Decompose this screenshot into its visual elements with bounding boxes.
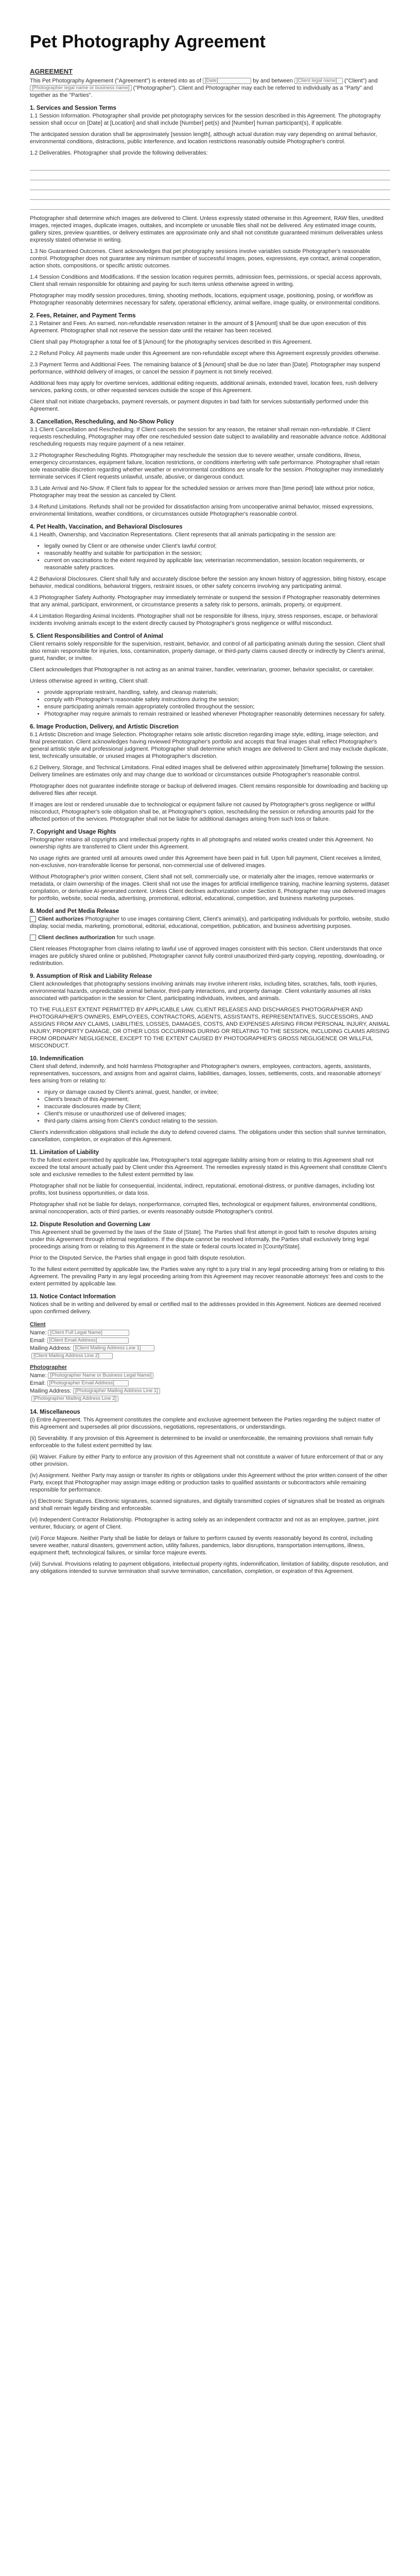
section-title: 6. Image Production, Delivery, and Artistic Discretion bbox=[30, 724, 179, 730]
photographer-block-label: Photographer bbox=[30, 1364, 67, 1370]
client-legal-name-field[interactable]: [Client legal name] bbox=[294, 78, 343, 84]
ruled-line[interactable] bbox=[30, 190, 390, 200]
section-title: 5. Client Responsibilities and Control of Animal bbox=[30, 633, 163, 639]
section-paragraph: Client shall defend, indemnify, and hold harmless Photographer and Photographer's owners, employees, contractors, agents, assistants, representatives, successors, and assigns from and against claims, liabilities, damages, losses, settlements, costs, and reasonable attorneys' fees arising from or relating to: bbox=[30, 1063, 382, 1084]
list-item: • Client's misuse or unauthorized use of delivered images; bbox=[44, 1110, 390, 1117]
misc-paragraph: (vii) Force Majeure. Neither Party shall be liable for delays or failure to perform caused by events reasonably beyond its control, including severe weather, natural disasters, government action, utility failures, pandemics, labor disruptions, transportation interruptions, illness, equipment theft, technological failures, or similar force majeure events. bbox=[30, 1535, 373, 1556]
section-paragraph: If images are lost or rendered unusable due to technological or equipment failure not caused by Photographer's gross negligence or willful misconduct, Photographer's sole obligation shall be, at Photographer's option, rescheduling the session or refunding amounts paid for the affected portion of the services. Photographer shall not be liable for additional damages arising from such loss or failure. bbox=[30, 802, 375, 822]
section-paragraph: 2.1 Retainer and Fees. An earned, non-refundable reservation retainer in the amount of $ [Amount] shall be due upon execution of this Agreement. Photographer shall not reserve the session date until the retainer has been received. bbox=[30, 320, 366, 334]
section-paragraph: Client's indemnification obligations shall include the duty to defend covered claims. The obligations under this section shall survive termination, cancellation, completion, or expiration of this Agreement. bbox=[30, 1129, 387, 1143]
section-title: 3. Cancellation, Rescheduling, and No-Show Policy bbox=[30, 419, 174, 425]
misc-paragraph: (iv) Assignment. Neither Party may assign or transfer its rights or obligations under this Agreement without the prior written consent of the other Party, except that Photographer may assign image editing or production tasks to qualified assistants or subcontractors while remaining responsible for performance. bbox=[30, 1472, 388, 1493]
section-paragraph: 3.1 Client Cancellation and Rescheduling. If Client cancels the session for any reason, the retainer shall remain non-refundable. If Client requests rescheduling, Photographer may offer one rescheduled session date subject to availability and reasonable advance notice. Additional rescheduling requests may require payment of a new retainer. bbox=[30, 427, 387, 447]
section-list bbox=[30, 1089, 390, 1125]
authorize-label: Client authorizes bbox=[38, 916, 84, 922]
ruled-line[interactable] bbox=[30, 171, 390, 180]
section-paragraph: 2.3 Payment Terms and Additional Fees. The remaining balance of $ [Amount] shall be due no later than [Date]. Photographer may suspend performance, withhold delivery of images, or cancel the session if payment is not timely received. bbox=[30, 362, 380, 375]
section-title: 7. Copyright and Usage Rights bbox=[30, 829, 116, 835]
date-field[interactable]: [Date] bbox=[203, 78, 251, 84]
section-paragraph: Client remains solely responsible for the supervision, restraint, behavior, and control of all participating animals during the session. Client shall also remain responsible for injuries, loss, contamination, property damage, or third-party claims caused directly or indirectly by Client's animal, guest, handler, or invitee. bbox=[30, 641, 385, 662]
section-title: 2. Fees, Retainer, and Payment Terms bbox=[30, 313, 136, 319]
list-item: • current on vaccinations to the extent required by applicable law, veterinarian recommendation, session location requirements, or reasonable safety practices. bbox=[44, 557, 390, 571]
client-address-line2-field[interactable]: [Client Mailing Address Line 2] bbox=[31, 1353, 113, 1359]
photographer-contact-block: Photographer Name: [Photographer Name or Business Legal Name] Email: [Photographer Email Address] Mailing Address: [Photographer Mailing Address Line 1] [Photographer Mailing Address Line 2] bbox=[30, 1364, 390, 1403]
section-paragraph: 1.1 Session Information. Photographer shall provide pet photography services for the session described in this Agreement. The photography session shall occur on [Date] at [Location] and shall include [Number] pet(s) and [Number] human participant(s), if applicable. bbox=[30, 113, 381, 126]
section-paragraph: Notices shall be in writing and delivered by email or certified mail to the addresses provided in this Agreement. Notices are deemed received upon confirmed delivery. bbox=[30, 1301, 381, 1315]
section-paragraph: Photographer retains all copyrights and intellectual property rights in all photographs and related works created under this Agreement. No ownership rights are transferred to Client under this Agreement. bbox=[30, 837, 374, 850]
section-paragraph: 1.4 Session Conditions and Modifications. If the session location requires permits, admission fees, permissions, or special access approvals, Client shall remain responsible for obtaining and paying for such items unless otherwise agreed in writing. bbox=[30, 274, 382, 287]
section-paragraph: 6.2 Delivery, Storage, and Technical Limitations. Final edited images shall be delivered within approximately [timeframe] following the session. Delivery timelines are estimates only and may change due to workload or circumstances outside Photographer's reasonable control. bbox=[30, 765, 385, 778]
client-block-label: Client bbox=[30, 1321, 46, 1328]
media-release-option-authorize: Client authorizes Photographer to use images containing Client, Client's animal(s), and participating individuals for portfolio, website, studio display, social media, marketing, promotional, editorial, educational, competition, publication, and business advertising purposes. bbox=[30, 916, 390, 929]
list-item: • third-party claims arising from Client's conduct relating to the session. bbox=[44, 1117, 390, 1125]
misc-title: 14. Miscellaneous bbox=[30, 1409, 80, 1415]
section-title: 10. Indemnification bbox=[30, 1056, 84, 1062]
client-name-field[interactable]: [Client Full Legal Name] bbox=[48, 1330, 129, 1336]
section-paragraph: Unless otherwise agreed in writing, Client shall: bbox=[30, 678, 149, 684]
section-paragraph: Client acknowledges that Photographer is not acting as an animal trainer, handler, veterinarian, groomer, behavior specialist, or caretaker. bbox=[30, 667, 374, 673]
decline-label: Client declines authorization bbox=[38, 935, 115, 941]
section-paragraph: 6.1 Artistic Discretion and Image Selection. Photographer retains sole artistic discretion regarding image style, editing, image selection, and final presentation. Client acknowledges having reviewed Photographer's portfolio and accepts that final images shall reflect Photographer's general artistic style and professional judgment. Photographer shall determine which images are delivered to Client and may exclude duplicate, test, technically unsuitable, or unused images at Photographer's discretion. bbox=[30, 732, 388, 759]
section-list bbox=[30, 689, 390, 718]
list-item: • comply with Photographer's reasonable safety instructions during the session; bbox=[44, 696, 390, 703]
misc-paragraph: (iii) Waiver. Failure by either Party to enforce any provision of this Agreement shall not constitute a waiver of future enforcement of that or any other provision. bbox=[30, 1454, 383, 1467]
section-paragraph: Client releases Photographer from claims relating to lawful use of approved images consistent with this section. Client understands that once images are publicly shared online or published, Photographer cannot fully control unauthorized third-party copying, reposting, downloading, or redistribution. bbox=[30, 946, 385, 967]
section-paragraph: Additional fees may apply for overtime services, additional editing requests, additional animals, extended travel, location fees, rush delivery services, parking costs, or other requested services outside the scope of this Agreement. bbox=[30, 380, 378, 394]
list-item: • Photographer may require animals to remain restrained or leashed whenever Photographer reasonably determines necessary for safety. bbox=[44, 710, 390, 718]
photographer-name-field[interactable]: [Photographer Name or Business Legal Name] bbox=[48, 1372, 153, 1379]
list-item: • injury or damage caused by Client's animal, guest, handler, or invitee; bbox=[44, 1089, 390, 1096]
section-paragraph: Photographer shall not be liable for delays, nonperformance, corrupted files, technological or equipment failures, environmental conditions, animal noncooperation, acts of third parties, or events reasonably outside Photographer's control. bbox=[30, 1201, 377, 1215]
section-title: 12. Dispute Resolution and Governing Law bbox=[30, 1222, 150, 1228]
media-release-option-decline: Client declines authorization for such usage. bbox=[30, 934, 390, 941]
ruled-line[interactable] bbox=[30, 180, 390, 190]
section-paragraph: Prior to the Disputed Service, the Parties shall engage in good faith dispute resolution. bbox=[30, 1255, 246, 1261]
list-item: • reasonably healthy and suitable for participation in the session; bbox=[44, 550, 390, 557]
list-item: • Client's breach of this Agreement; bbox=[44, 1096, 390, 1103]
section-paragraph: Photographer does not guarantee indefinite storage or backup of delivered images. Client remains responsible for downloading and backing up delivered files after receipt. bbox=[30, 783, 388, 796]
section-paragraph: Client shall pay Photographer a total fee of $ [Amount] for the photography services described in this Agreement. bbox=[30, 339, 312, 345]
photographer-email-field[interactable]: [Photographer Email Address] bbox=[47, 1380, 129, 1386]
sections-container bbox=[30, 105, 390, 1315]
section-paragraph: 4.1 Health, Ownership, and Vaccination Representations. Client represents that all animals participating in the session are: bbox=[30, 532, 337, 538]
decline-checkbox[interactable] bbox=[30, 935, 36, 941]
misc-paragraph: (v) Electronic Signatures. Electronic signatures, scanned signatures, and digitally transmitted copies of signatures shall be treated as originals and shall remain legally binding and enforceable. bbox=[30, 1498, 385, 1512]
client-email-field[interactable]: [Client Email Address] bbox=[47, 1337, 129, 1344]
section-paragraph: Client acknowledges that photography sessions involving animals may involve inherent risks, including bites, scratches, falls, tooth injuries, environmental hazards, unpredictable animal behavior, third-party interactions, and property damage. Client voluntarily assumes all risks associated with participation in the session for Client, participating individuals, invitees, and animals. bbox=[30, 981, 378, 1002]
section-paragraph: Photographer shall not be liable for consequential, incidental, indirect, reputational, emotional-distress, or punitive damages, including lost profits, lost business opportunities, or data loss. bbox=[30, 1183, 375, 1196]
agreement-label: AGREEMENT bbox=[30, 67, 73, 75]
section-paragraph: 1.2 Deliverables. Photographer shall provide the following deliverables: bbox=[30, 150, 208, 156]
list-item: • inaccurate disclosures made by Client; bbox=[44, 1103, 390, 1110]
misc-paragraph: (viii) Survival. Provisions relating to payment obligations, intellectual property rights, indemnification, limitation of liability, dispute resolution, and any obligations intended to survive termination shall survive termination, cancellation, completion, or expiration of this Agreement. bbox=[30, 1561, 389, 1574]
section-paragraph: Photographer may modify session procedures, timing, shooting methods, locations, equipment usage, positioning, posing, or workflow as Photographer reasonably determines necessary for safety, operational efficiency, animal welfare, image quality, or environmental conditions. bbox=[30, 293, 380, 306]
section-title: 4. Pet Health, Vaccination, and Behavioral Disclosures bbox=[30, 524, 183, 530]
section-title: 8. Model and Pet Media Release bbox=[30, 908, 119, 914]
list-item: • legally owned by Client or are otherwise under Client's lawful control; bbox=[44, 543, 390, 550]
intro-paragraph: This Pet Photography Agreement ("Agreement") is entered into as of [Date] by and between [Client legal name] ("Client") and [Photographer legal name or business name] ("Photographer"). Client and Photographer may each be referred to individually as a "Party" and together as the "Parties". bbox=[30, 78, 378, 98]
section-list bbox=[30, 543, 390, 571]
section-paragraph: 4.3 Photographer Safety Authority. Photographer may immediately terminate or suspend the session if Photographer reasonably determines that any animal, participant, environment, or circumstance presents a safety risk to persons, animals, property, or equipment. bbox=[30, 595, 380, 608]
photographer-address-line2-field[interactable]: [Photographer Mailing Address Line 2] bbox=[31, 1396, 118, 1402]
section-title: 1. Services and Session Terms bbox=[30, 105, 116, 111]
client-address-line1-field[interactable]: [Client Mailing Address Line 1] bbox=[73, 1345, 154, 1351]
section-paragraph: 2.2 Refund Policy. All payments made under this Agreement are non-refundable except where this Agreement expressly provides otherwise. bbox=[30, 350, 380, 357]
section-paragraph: 3.3 Late Arrival and No-Show. If Client fails to appear for the scheduled session or arrives more than [time period] late without prior notice, Photographer may treat the session as canceled by Client. bbox=[30, 485, 375, 499]
section-title: 11. Limitation of Liability bbox=[30, 1149, 99, 1156]
photographer-address-line1-field[interactable]: [Photographer Mailing Address Line 1] bbox=[73, 1388, 160, 1394]
ruled-line[interactable] bbox=[30, 200, 390, 210]
section-paragraph: Client shall not initiate chargebacks, payment reversals, or payment disputes in bad faith for services substantially performed under this Agreement. bbox=[30, 399, 369, 412]
misc-paragraph: (ii) Severability. If any provision of this Agreement is determined to be invalid or unenforceable, the remaining provisions shall remain fully enforceable to the fullest extent permitted by law. bbox=[30, 1435, 373, 1449]
list-item: • ensure participating animals remain appropriately controlled throughout the session; bbox=[44, 703, 390, 710]
section-paragraph: To the fullest extent permitted by applicable law, the Parties waive any right to a jury trial in any legal proceeding arising from or relating to this Agreement. The prevailing Party in any legal proceeding arising from this Agreement may recover reasonable attorneys' fees and costs to the extent permitted by applicable law. bbox=[30, 1266, 385, 1287]
section-paragraph: TO THE FULLEST EXTENT PERMITTED BY APPLICABLE LAW, CLIENT RELEASES AND DISCHARGES PHOTOGRAPHER AND PHOTOGRAPHER'S OWNERS, EMPLOYEES, CONTRACTORS, AGENTS, ASSISTANTS, REPRESENTATIVES, SUCCESSORS, AND ASSIGNS FROM ANY CLAIMS, LIABILITIES, LOSSES, DAMAGES, COSTS, AND EXPENSES ARISING FROM PERSONAL INJURY, ANIMAL INJURY, PROPERTY DAMAGE, OR OTHER LOSS OCCURRING DURING OR RELATING TO THE SESSION, INCLUDING CLAIMS ARISING FROM ORDINARY NEGLIGENCE, EXCEPT TO THE EXTENT CAUSED BY PHOTOGRAPHER'S GROSS NEGLIGENCE OR WILLFUL MISCONDUCT. bbox=[30, 1007, 390, 1049]
section-paragraph: To the fullest extent permitted by applicable law, Photographer's total aggregate liability arising from or relating to this Agreement shall not exceed the total amount actually paid by Client under this Agreement. The remedies expressly stated in this Agreement shall constitute Client's sole and exclusive remedies to the fullest extent permitted by law. bbox=[30, 1157, 387, 1178]
authorize-checkbox[interactable] bbox=[30, 916, 36, 922]
section-paragraph: Without Photographer's prior written consent, Client shall not sell, commercially use, or materially alter the images, remove watermarks or metadata, or claim ownership of the images. Client shall not use the images for artificial intelligence training, machine learning systems, dataset compilation, or derivative AI-generated content. Unless Client declines authorization under Section 8, Photographer may use delivered images for portfolio, website, social media, advertising, promotional, editorial, educational, competition, and business marketing purposes. bbox=[30, 874, 389, 902]
deliverables-lines[interactable] bbox=[30, 161, 390, 210]
section-paragraph: 4.4 Limitation Regarding Animal Incidents. Photographer shall not be responsible for illness, injury, stress responses, escape, or behavioral incidents involving animals except to the extent directly caused by Photographer's gross negligence or willful misconduct. bbox=[30, 613, 378, 626]
section-title: 9. Assumption of Risk and Liability Release bbox=[30, 973, 152, 979]
section-paragraph: Photographer shall determine which images are delivered to Client. Unless expressly stated otherwise in this Agreement, RAW files, unedited images, rejected images, duplicate images, outtakes, and incomplete or unusable files shall not be delivered. Any estimated image counts, gallery sizes, preview quantities, or delivery estimates are approximate only and shall not constitute guaranteed minimum deliverables unless expressly stated otherwise in writing. bbox=[30, 215, 383, 243]
section-paragraph: 3.4 Refund Limitations. Refunds shall not be provided for dissatisfaction arising from uncooperative animal behavior, missed expressions, environmental limitations, weather conditions, or circumstances outside Photographer's reasonable control. bbox=[30, 504, 374, 517]
section-title: 13. Notice Contact Information bbox=[30, 1294, 116, 1300]
list-item: • provide appropriate restraint, handling, safety, and cleanup materials; bbox=[44, 689, 390, 696]
section-paragraph: 1.3 No Guaranteed Outcomes. Client acknowledges that pet photography sessions involve variables outside Photographer's reasonable control. Photographer does not guarantee any minimum number of successful images, poses, expressions, eye contact, animal cooperation, action shots, compositions, or specific artistic outcomes. bbox=[30, 248, 381, 269]
misc-paragraph: (i) Entire Agreement. This Agreement constitutes the complete and exclusive agreement between the Parties regarding the subject matter of this Agreement and supersedes all prior discussions, negotiations, representations, or understandings. bbox=[30, 1417, 380, 1430]
section-paragraph: 4.2 Behavioral Disclosures. Client shall fully and accurately disclose before the session any known history of aggression, biting history, escape behavior, medical conditions, behavioral triggers, restraint issues, or other safety concerns involving any participating animal. bbox=[30, 576, 386, 589]
client-contact-block: Client Name: [Client Full Legal Name] Email: [Client Email Address] Mailing Address: [Client Mailing Address Line 1] [Client Mailing Address Line 2] bbox=[30, 1321, 390, 1360]
section-paragraph: No usage rights are granted until all amounts owed under this Agreement have been paid in full. Upon full payment, Client receives a limited, non-exclusive, non-transferable license for personal, non-commercial use of delivered images. bbox=[30, 855, 381, 869]
photographer-legal-name-field[interactable]: [Photographer legal name or business name] bbox=[30, 85, 132, 91]
ruled-line[interactable] bbox=[30, 161, 390, 171]
section-paragraph: 3.2 Photographer Rescheduling Rights. Photographer may reschedule the session due to severe weather, unsafe conditions, illness, emergency circumstances, equipment failure, location restrictions, or conditions interfering with safe performance. Photographer shall retain sole reasonable discretion regarding whether weather or environmental conditions are unsafe for the session. Photographer may immediately terminate services if Client requests unlawful, unsafe, abusive, or dangerous conduct. bbox=[30, 452, 384, 480]
misc-paragraph: (vi) Independent Contractor Relationship. Photographer is acting solely as an independent contractor and not as an employee, partner, joint venturer, fiduciary, or agent of Client. bbox=[30, 1517, 379, 1530]
misc-container bbox=[30, 1416, 390, 1575]
document-title: Pet Photography Agreement bbox=[30, 32, 266, 52]
section-paragraph: The anticipated session duration shall be approximately [session length], although actual duration may vary depending on animal behavior, environmental conditions, distractions, public interference, and location restrictions reasonably outside Photographer's control. bbox=[30, 131, 377, 145]
section-paragraph: This Agreement shall be governed by the laws of the State of [State]. The Parties shall first attempt in good faith to resolve disputes arising under this Agreement through informal negotiations. If the dispute cannot be resolved informally, the Parties shall exclusively bring legal proceedings arising from or relating to this Agreement in the state or federal courts located in [County/State]. bbox=[30, 1229, 376, 1250]
